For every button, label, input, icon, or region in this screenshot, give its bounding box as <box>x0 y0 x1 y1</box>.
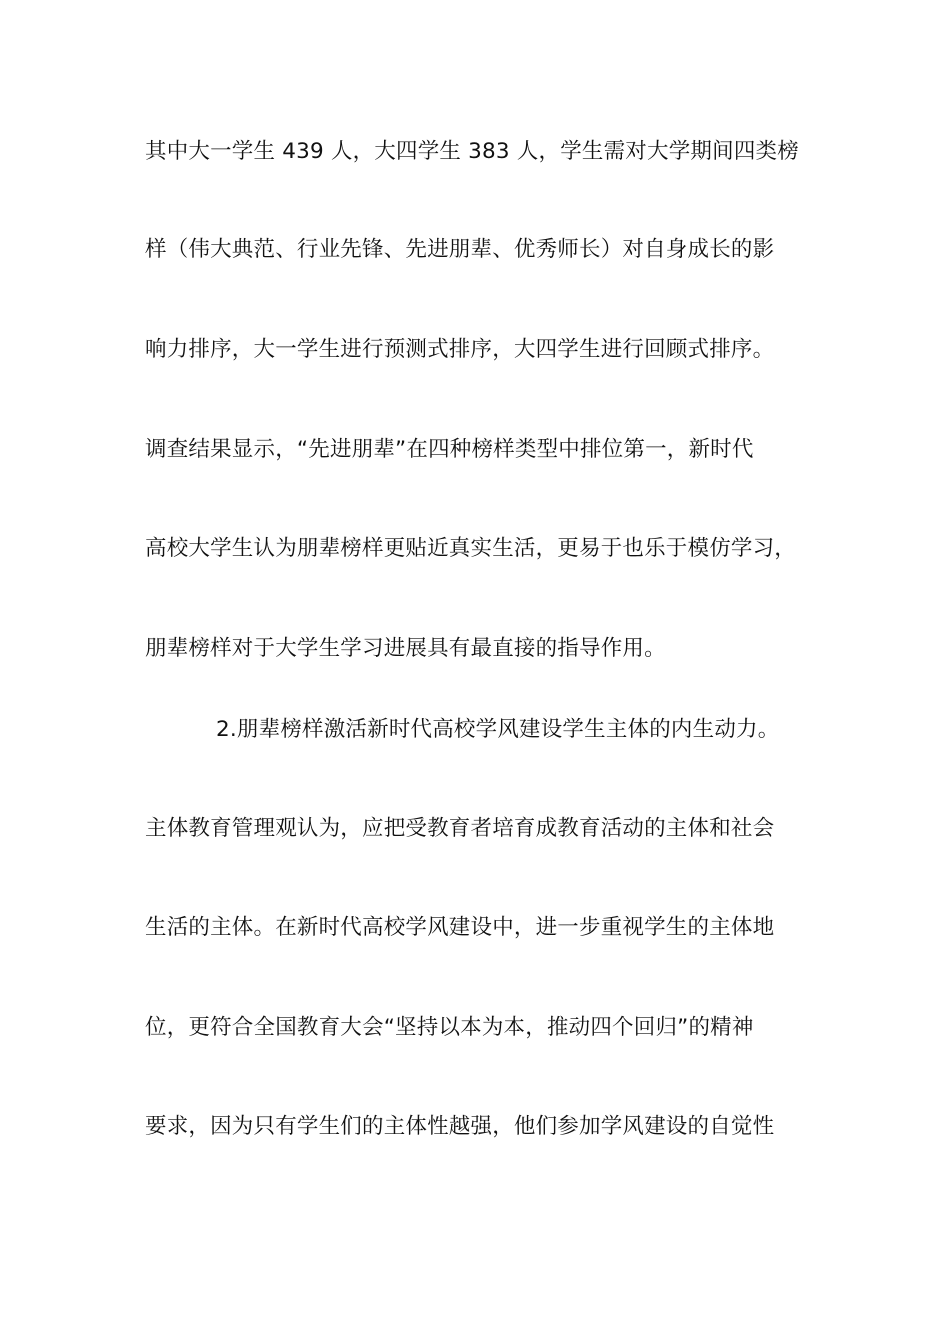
paragraph-line: 高校大学生认为朋辈榜样更贴近真实生活，更易于也乐于模仿学习， <box>145 536 797 561</box>
paragraph-line: 要求，因为只有学生们的主体性越强，他们参加学风建设的自觉性 <box>145 1114 775 1139</box>
paragraph-line: 朋辈榜样对于大学生学习进展具有最直接的指导作用。 <box>145 636 666 661</box>
paragraph-line: 响力排序，大一学生进行预测式排序，大四学生进行回顾式排序。 <box>145 337 775 362</box>
paragraph-line: 位，更符合全国教育大会“坚持以本为本，推动四个回归”的精神 <box>145 1015 754 1040</box>
paragraph-line: 调查结果显示，“先进朋辈”在四种榜样类型中排位第一，新时代 <box>145 437 754 462</box>
paragraph-line: 主体教育管理观认为，应把受教育者培育成教育活动的主体和社会 <box>145 816 775 841</box>
paragraph-line: 生活的主体。在新时代高校学风建设中，进一步重视学生的主体地 <box>145 915 775 940</box>
paragraph-line: 样（伟大典范、行业先锋、先进朋辈、优秀师长）对自身成长的影 <box>145 237 775 262</box>
section-heading: 2.朋辈榜样激活新时代高校学风建设学生主体的内生动力。 <box>216 717 780 742</box>
paragraph-line: 其中大一学生 439 人，大四学生 383 人，学生需对大学期间四类榜 <box>145 139 799 164</box>
